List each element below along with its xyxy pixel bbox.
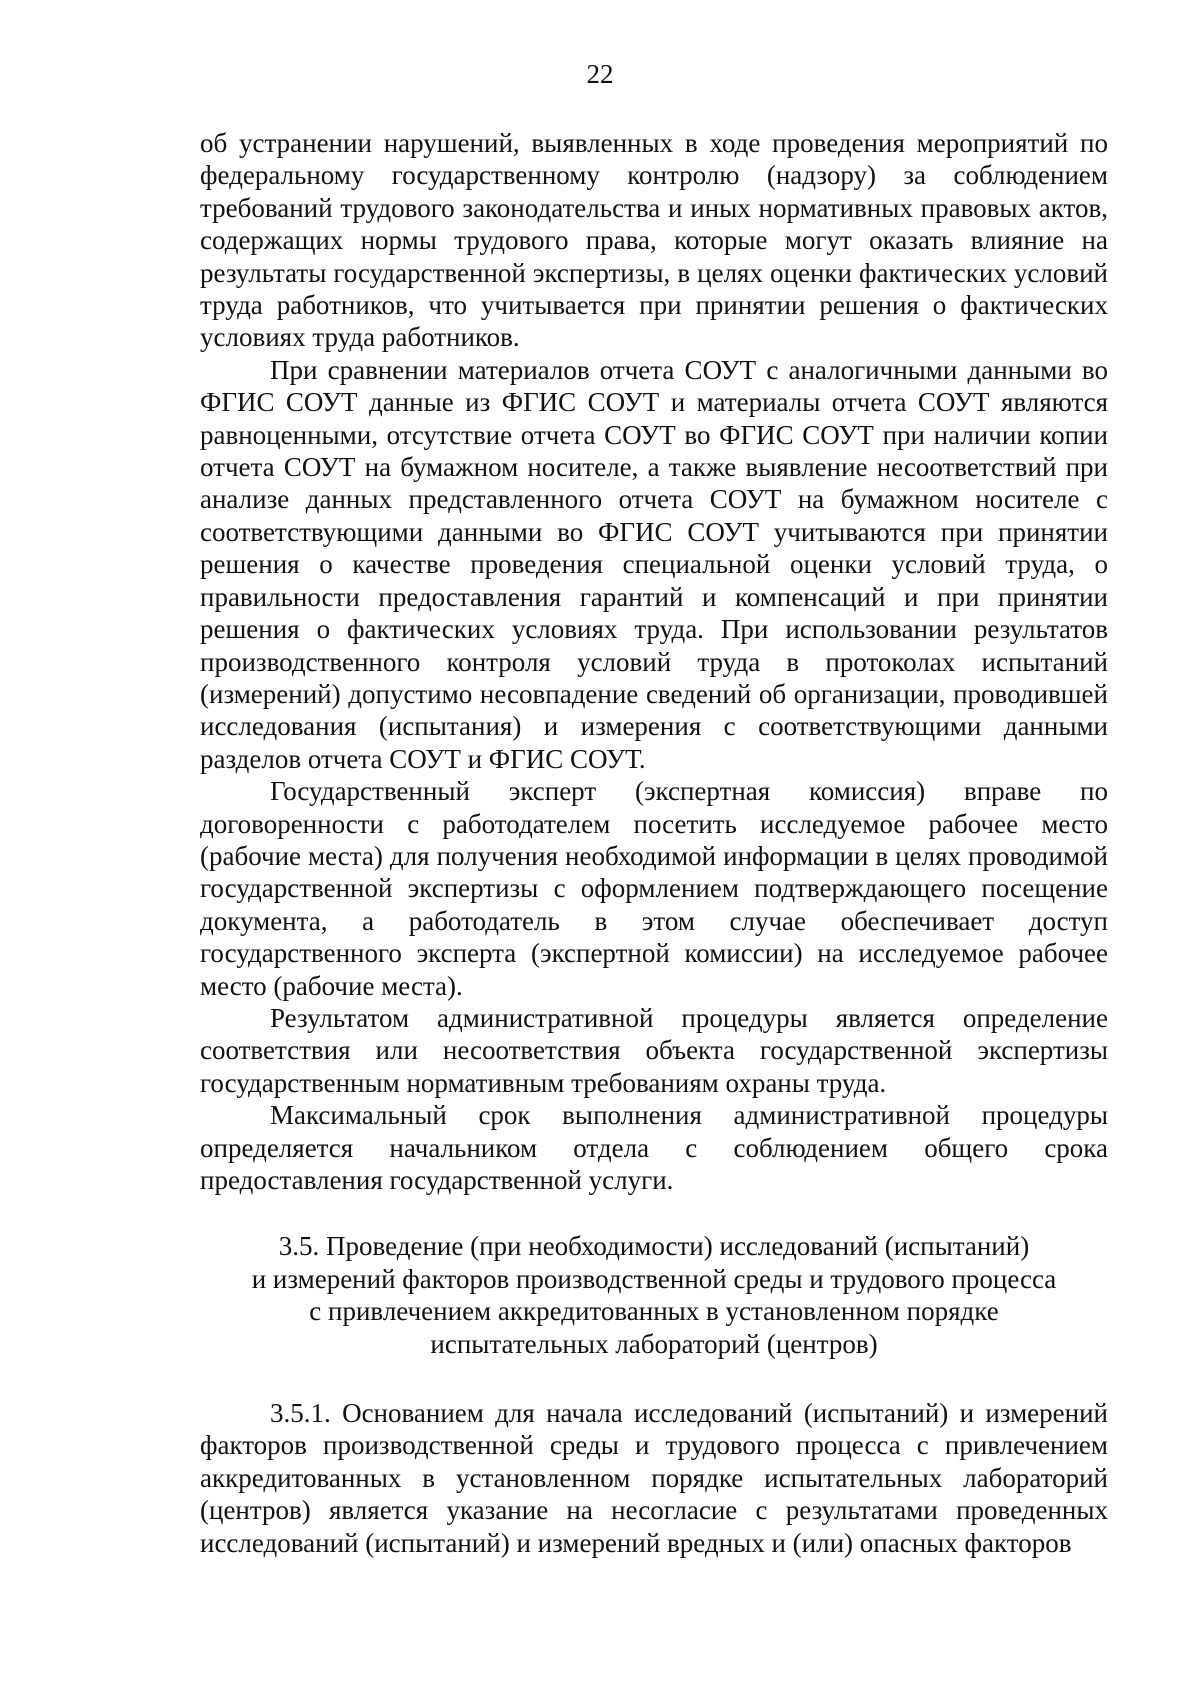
page-number: 22 bbox=[586, 59, 614, 89]
section-heading-line: и измерений факторов производственной среды и трудового процесса bbox=[251, 1263, 1057, 1294]
section-heading-line: с привлечением аккредитованных в установленном порядке bbox=[309, 1296, 999, 1327]
paragraph-expert-visit: Государственный эксперт (экспертная комиссия) вправе по договоренности с работодателем посетить исследуемое рабочее место (рабочие места) для получения необходимой информации в целях проводимой государственной экспертизы с оформлением подтверждающего посещение документа, а работодатель в этом случае обеспечивает доступ государственного эксперта (экспертной комиссии) на исследуемое рабочее место (рабочие места). bbox=[200, 776, 1108, 1001]
paragraph-procedure-result: Результатом административной процедуры является определение соответствия или несоответствия объекта государственной экспертизы государственным нормативным требованиям охраны труда. bbox=[200, 1002, 1108, 1098]
paragraph-3-5-1: 3.5.1. Основанием для начала исследований (испытаний) и измерений факторов производственной среды и трудового процесса с привлечением аккредитованных в установленном порядке испытательных лабораторий (центров) является указание на несогласие с результатами проведенных исследований (испытаний) и измерений вредных и (или) опасных факторов bbox=[200, 1398, 1108, 1558]
section-heading-3-5 bbox=[200, 1230, 1108, 1360]
paragraph-continuation: об устранении нарушений, выявленных в ходе проведения мероприятий по федеральному государственному контролю (надзору) за соблюдением требований трудового законодательства и иных нормативных правовых актов, содержащих нормы трудового права, которые могут оказать влияние на результаты государственной экспертизы, в целях оценки фактических условий труда работников, что учитывается при принятии решения о фактических условиях труда работников. bbox=[200, 128, 1108, 353]
paragraph-max-term: Максимальный срок выполнения административной процедуры определяется начальником отдела с соблюдением общего срока предоставления государственной услуги. bbox=[200, 1100, 1108, 1195]
section-heading-line: испытательных лабораторий (центров) bbox=[430, 1328, 878, 1359]
document-body bbox=[200, 127, 1108, 1559]
paragraph-sout-comparison: При сравнении материалов отчета СОУТ с аналогичными данными во ФГИС СОУТ данные из ФГИС СОУТ и материалы отчета СОУТ являются равноценными, отсутствие отчета СОУТ во ФГИС СОУТ при наличии копии отчета СОУТ на бумажном носителе, а также выявление несоответствий при анализе данных представленного отчета СОУТ на бумажном носителе с соответствующими данными во ФГИС СОУТ учитываются при принятии решения о качестве проведения специальной оценки условий труда, о правильности предоставления гарантий и компенсаций и при принятии решения о фактических условиях труда. При использовании результатов производственного контроля условий труда в протоколах испытаний (измерений) допустимо несовпадение сведений об организации, проводившей исследования (испытания) и измерения с соответствующими данными разделов отчета СОУТ и ФГИС СОУТ. bbox=[200, 354, 1108, 774]
section-heading-line: 3.5. Проведение (при необходимости) исследований (испытаний) bbox=[278, 1231, 1030, 1262]
